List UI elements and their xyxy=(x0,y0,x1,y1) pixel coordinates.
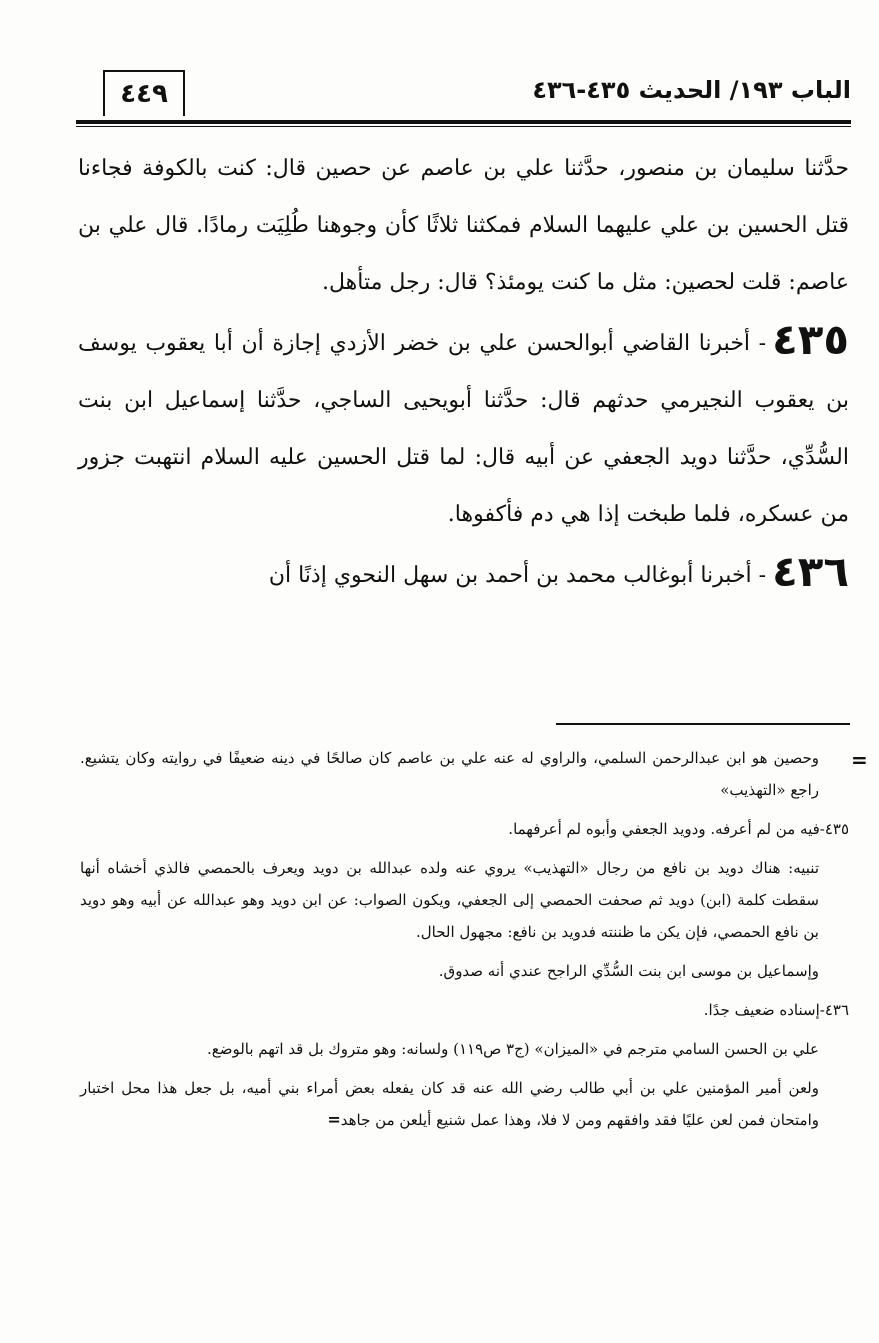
footnote-436-curse-text: ولعن أمير المؤمنين علي بن أبي طالب رضي الله عنه قد كان يفعله بعض أمراء بني أميه، بل جعل هذا محل اختبار وامتحان فمن لعن عليًا فقد وافقهم ومن لا فلا، وهذا عمل شنيع أيلعن من جاهد xyxy=(80,1079,819,1129)
hadith-436 xyxy=(78,543,849,604)
footnote-continued: وحصين هو ابن عبدالرحمن السلمي، والراوي له عنه علي بن عاصم كان صالحًا في دينه ضعيفًا في روايته وكان يتشيع. راجع «التهذيب» xyxy=(80,749,819,799)
footnote-435-ismail: وإسماعيل بن موسى ابن بنت السُّدِّي الراجح عندي أنه صدوق. xyxy=(438,962,819,980)
main-text xyxy=(78,140,849,604)
hadith-text: - أخبرنا القاضي أبوالحسن علي بن خضر الأزدي إجازة أن أبا يعقوب يوسف بن يعقوب النجيرمي حدثهم قال: حدَّثنا أبويحيى الساجي، حدَّثنا إسماعيل ابن بنت السُّدِّي، حدَّثنا دويد الجعفي عن أبيه قال: لما قتل الحسين عليه السلام انتهبت جزور من عسكره، فلما طبخت إذا هي دم فأكفوها. xyxy=(78,331,849,527)
hadith-number: ٤٣٥ xyxy=(772,315,849,364)
chapter-heading: الباب ١٩٣/ الحديث ٤٣٥-٤٣٦ xyxy=(532,76,851,104)
page-number: ٤٤٩ xyxy=(103,70,185,116)
header-rule xyxy=(76,120,851,124)
header-rule-thin xyxy=(76,126,851,127)
continuation-mark-top: = xyxy=(851,748,868,772)
footnote-436-ali: علي بن الحسن السامي مترجم في «الميزان» (ج٣ ص١١٩) ولسانه: وهو متروك بل قد اتهم بالوضع. xyxy=(206,1040,819,1058)
footnote-436-curse xyxy=(80,1072,849,1136)
footnote-435: ٤٣٥-فيه من لم أعرفه. ودويد الجعفي وأبوه لم أعرفهما. xyxy=(508,820,849,838)
hadith-text: - أخبرنا أبوغالب محمد بن أحمد بن سهل النحوي إذنًا أن xyxy=(268,563,767,588)
hadith-number: ٤٣٦ xyxy=(772,547,849,596)
continuation-mark-bottom: = xyxy=(327,1110,341,1129)
footnote-divider xyxy=(556,723,850,725)
footnote-436: ٤٣٦-إسناده ضعيف جدًا. xyxy=(703,1001,849,1019)
paragraph-434-end: حدَّثنا سليمان بن منصور، حدَّثنا علي بن عاصم عن حصين قال: كنت بالكوفة فجاءنا قتل الحسين بن علي عليهما السلام فمكثنا ثلاثًا كأن وجوهنا طُلِيَت رمادًا. قال علي بن عاصم: قلت لحصين: مثل ما كنت يومئذ؟ قال: رجل متأهل. xyxy=(78,156,849,295)
hadith-435 xyxy=(78,311,849,543)
footnotes xyxy=(80,742,849,1143)
footnote-435-warning: تنبيه: هناك دويد بن نافع من رجال «التهذيب» يروي عنه ولده عبدالله بن دويد ويعرف بالحمصي فالذي أخشاه أنها سقطت كلمة (ابن) دويد ثم صحفت الحمصي إلى الجعفي، ويكون الصواب: عن ابن دويد وهو عبدالله عن أبيه وهو دويد بن نافع الحمصي، فإن يكن ما ظننته فدويد بن نافع: مجهول الحال. xyxy=(80,859,819,941)
